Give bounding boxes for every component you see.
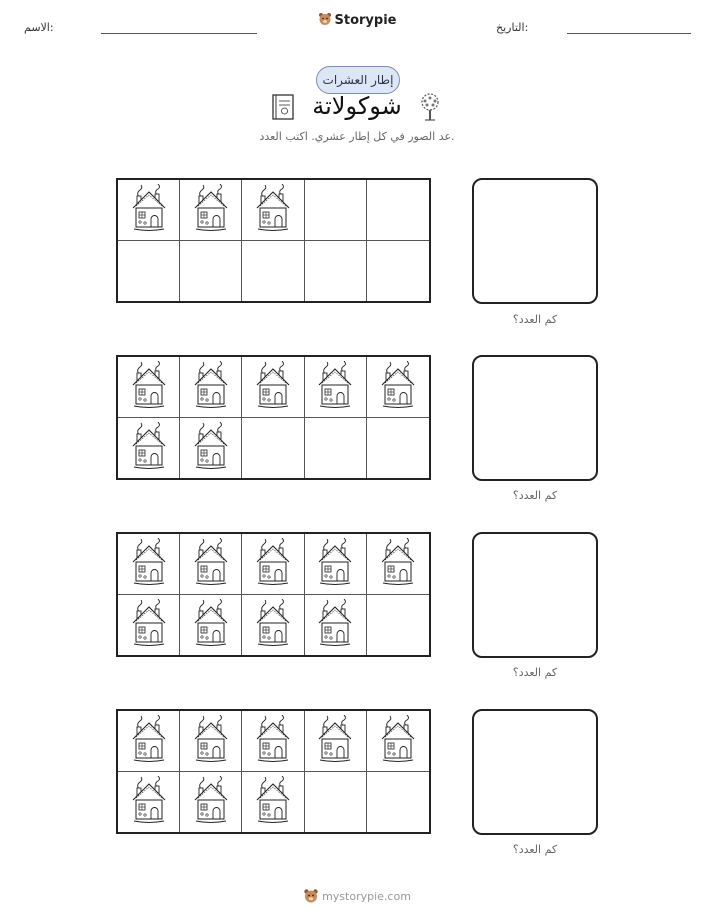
date-line[interactable] [567,33,691,34]
gingerbread-house-icon [130,715,168,767]
ten-frame-cell [367,180,429,241]
name-line[interactable] [101,33,257,34]
ten-frame-cell [118,357,180,418]
ten-frame-cell [118,418,180,479]
ten-frame-cell [242,241,304,302]
gingerbread-house-icon [379,538,417,590]
answer-box[interactable] [472,355,598,481]
gingerbread-house-icon [254,184,292,236]
ten-frame-cell [118,241,180,302]
answer-box[interactable] [472,178,598,304]
ten-frame-cell [118,595,180,656]
ten-frame-cell [180,357,242,418]
ten-frame-cell [367,357,429,418]
gingerbread-house-icon [192,776,230,828]
gingerbread-house-icon [254,776,292,828]
worksheet-type-badge: إطار العشرات [316,66,400,94]
gingerbread-house-icon [192,422,230,474]
gingerbread-house-icon [254,538,292,590]
ten-frame-cell [180,180,242,241]
ten-frame-cell [118,772,180,833]
instructions: عد الصور في كل إطار عشري. اكتب العدد. [259,130,455,143]
footer-site: mystorypie.com [322,890,411,903]
ten-frame-cell [242,595,304,656]
gingerbread-house-icon [379,715,417,767]
ten-frame-cell [305,357,367,418]
ten-frame-cell [305,241,367,302]
ten-frame-cell [180,534,242,595]
answer-box[interactable] [472,532,598,658]
brand-name: Storypie [334,13,397,28]
ten-frame-cell [242,711,304,772]
ten-frame-cell [242,534,304,595]
ten-frame-cell [367,241,429,302]
ten-frame-cell [180,418,242,479]
ten-frame [116,355,431,480]
name-label: الاسم: [24,21,54,34]
page-title: شوكولاتة [312,92,402,120]
ten-frame-cell [367,418,429,479]
gingerbread-house-icon [316,361,354,413]
ten-frame-cell [180,595,242,656]
gingerbread-house-icon [254,361,292,413]
ten-frame-cell [305,711,367,772]
ten-frame-cell [242,357,304,418]
brand-header [0,12,714,28]
gingerbread-house-icon [379,361,417,413]
gingerbread-house-icon [192,184,230,236]
ten-frame [116,709,431,834]
ten-frame-cell [242,418,304,479]
ten-frame-cell [367,534,429,595]
ten-frame-cell [367,772,429,833]
gingerbread-house-icon [192,715,230,767]
how-many-prompt: كم العدد؟ [512,843,558,856]
ten-frame-cell [118,711,180,772]
storypie-bear-icon [303,888,319,904]
answer-box[interactable] [472,709,598,835]
gingerbread-house-icon [192,538,230,590]
ten-frame-cell [305,772,367,833]
ten-frame-cell [367,711,429,772]
gingerbread-house-icon [130,599,168,651]
gingerbread-house-icon [254,715,292,767]
gingerbread-house-icon [130,538,168,590]
ten-frame-cell [242,772,304,833]
ten-frame-cell [305,534,367,595]
gingerbread-house-icon [316,599,354,651]
gingerbread-house-icon [192,599,230,651]
ten-frame-cell [118,180,180,241]
tree-icon [416,92,444,122]
gingerbread-house-icon [254,599,292,651]
gingerbread-house-icon [130,422,168,474]
ten-frame-cell [180,772,242,833]
gingerbread-house-icon [130,776,168,828]
ten-frame [116,178,431,303]
ten-frame-cell [180,711,242,772]
ten-frame-cell [305,595,367,656]
ten-frame-cell [242,180,304,241]
ten-frame-cell [367,595,429,656]
ten-frame-cell [118,534,180,595]
ten-frame-cell [305,180,367,241]
ten-frame-cell [180,241,242,302]
ten-frame [116,532,431,657]
gingerbread-house-icon [130,184,168,236]
gingerbread-house-icon [316,715,354,767]
date-label: التاريخ: [496,21,529,34]
gingerbread-house-icon [130,361,168,413]
how-many-prompt: كم العدد؟ [512,489,558,502]
gingerbread-house-icon [316,538,354,590]
gingerbread-house-icon [192,361,230,413]
footer [0,888,714,904]
how-many-prompt: كم العدد؟ [512,313,558,326]
how-many-prompt: كم العدد؟ [512,666,558,679]
ten-frame-cell [305,418,367,479]
storypie-bear-icon [318,12,332,26]
